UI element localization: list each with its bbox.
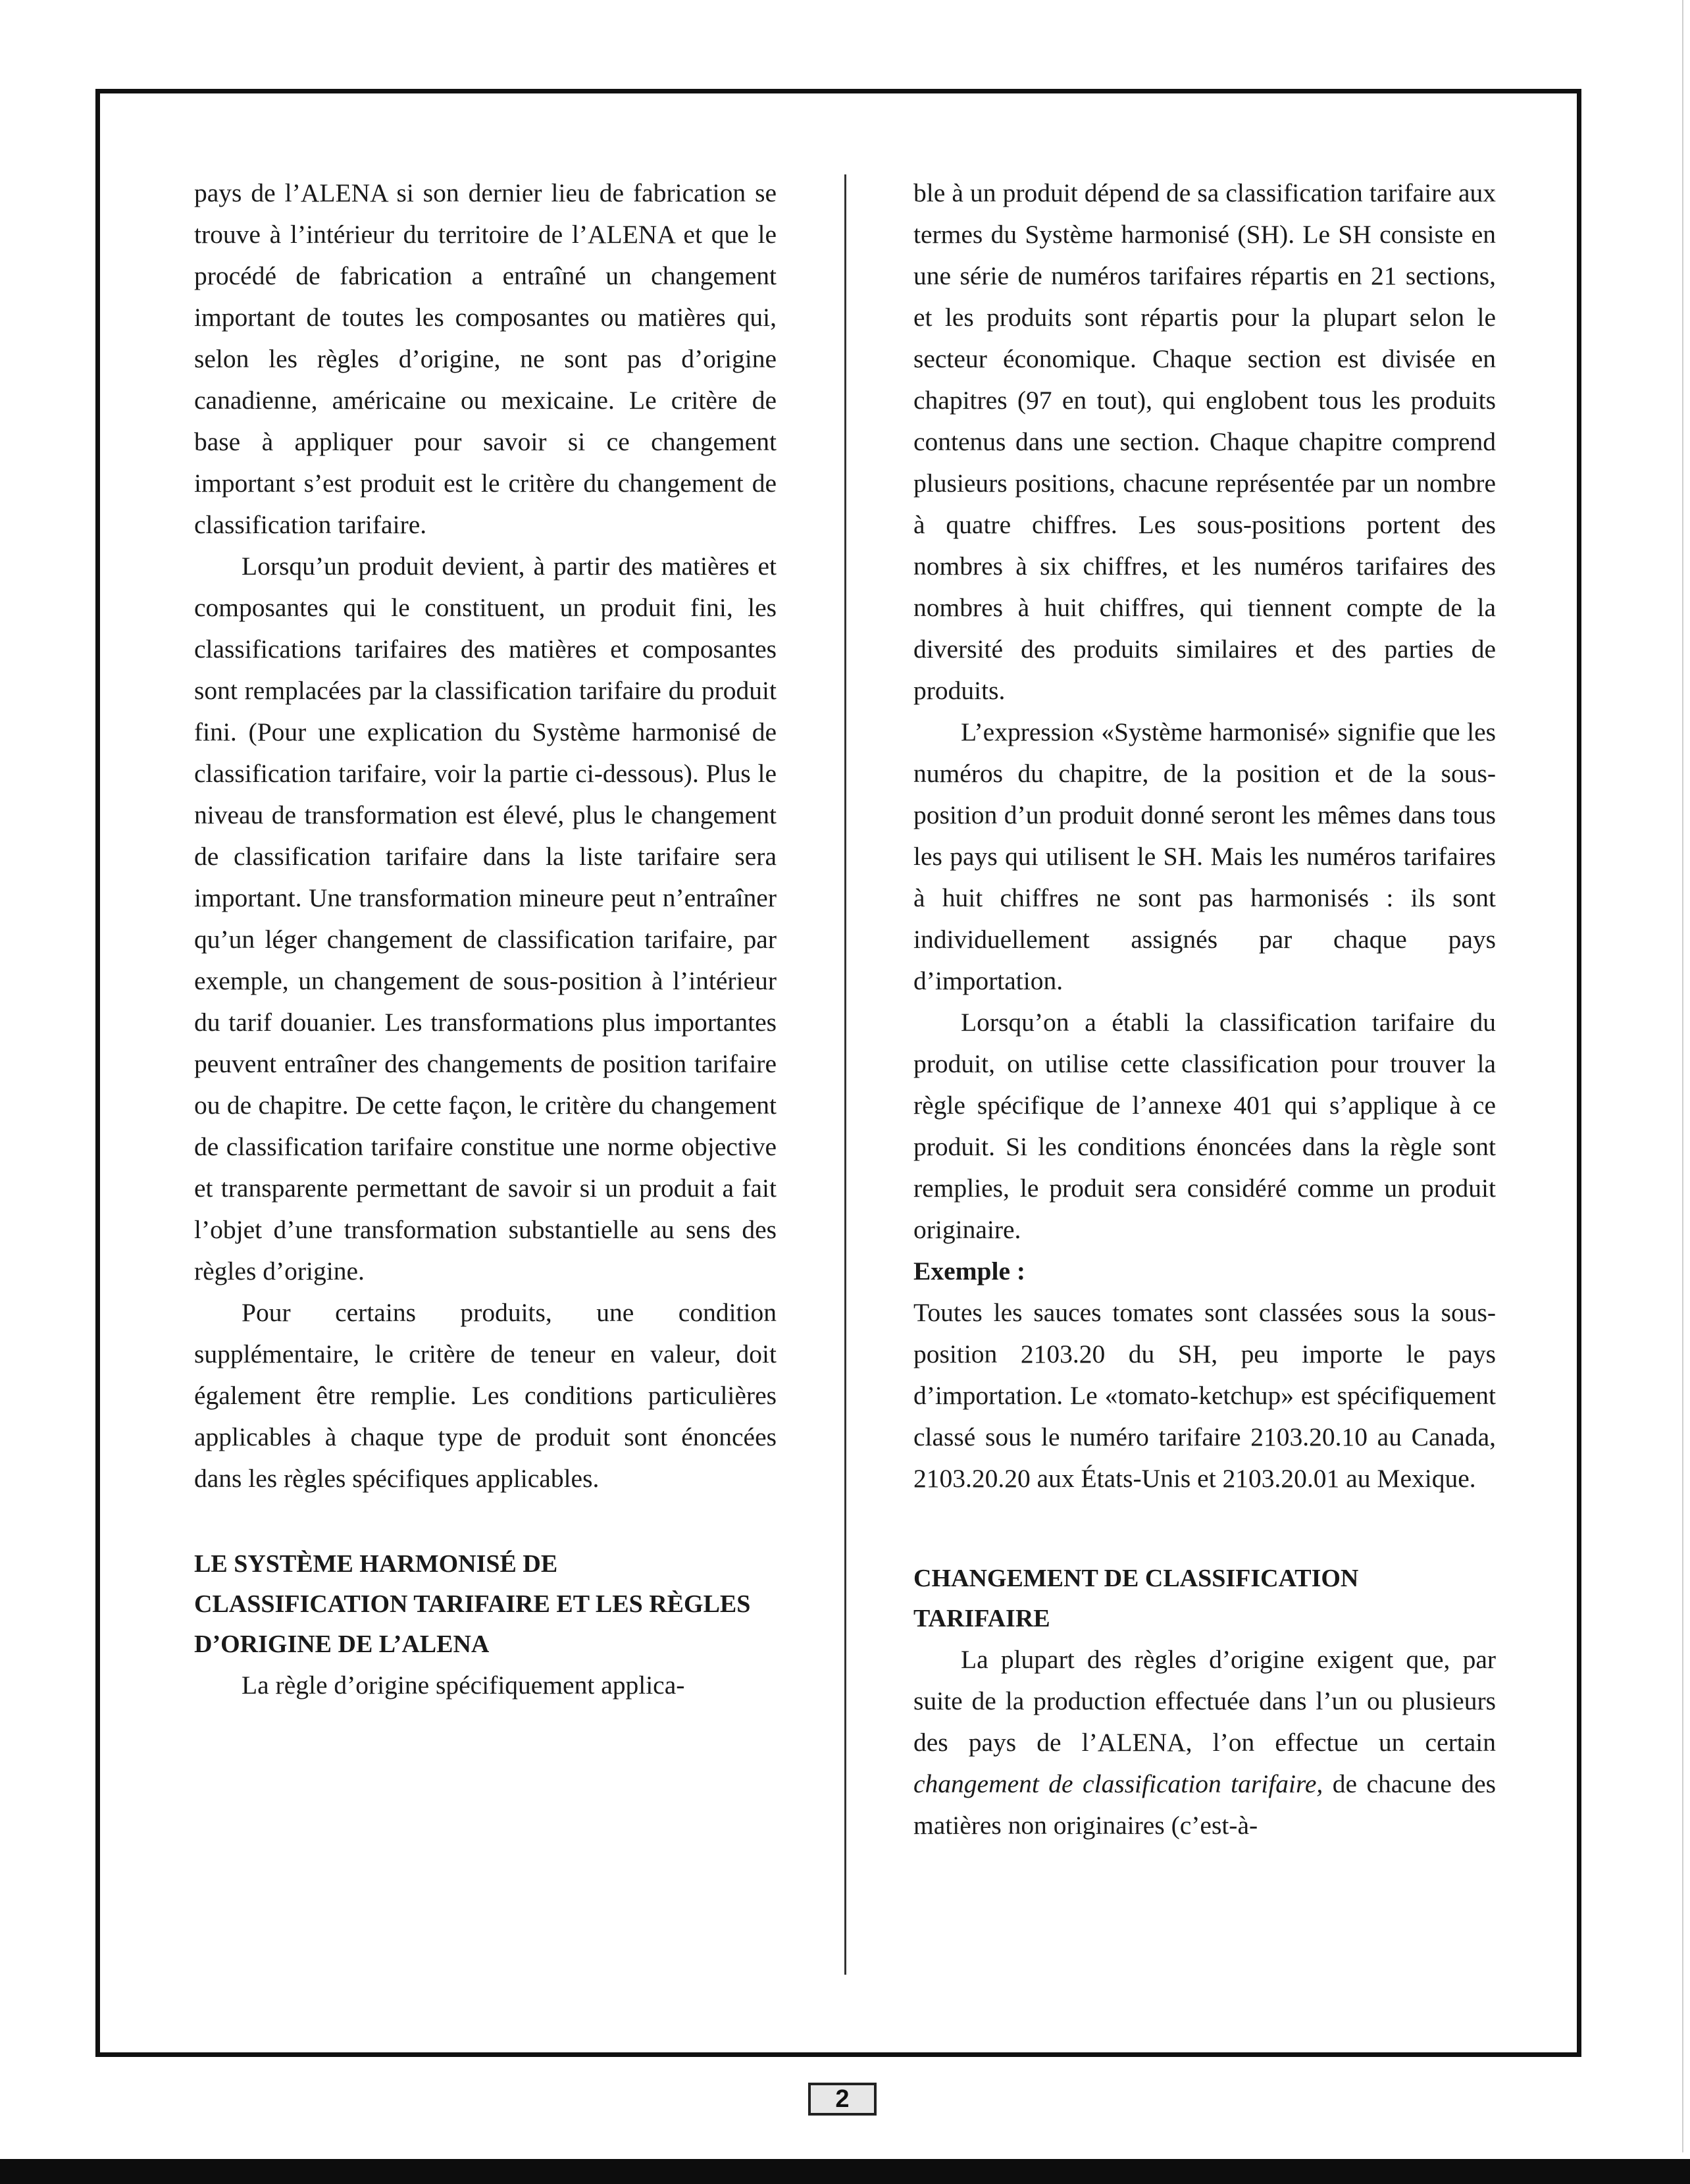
- left-column: [194, 172, 777, 1706]
- left-paragraph-2: Lorsqu’un produit devient, à partir des matières et composantes qui le constituent, un produit fini, les classifications tarifaires des matières et composantes sont remplacées par la classification tarifaire du produit fini. (Pour une explication du Système harmonisé de classification tarifaire, voir la partie ci-dessous). Plus le niveau de transformation est élevé, plus le changement de classification tarifaire dans la liste tarifaire sera important. Une transformation mineure peut n’entraîner qu’un léger changement de classification tarifaire, par exemple, un changement de sous-position à l’intérieur du tarif douanier. Les transformations plus importantes peuvent entraîner des changements de position tarifaire ou de chapitre. De cette façon, le critère du changement de classification tarifaire constitue une norme objective et transparente permettant de savoir si un produit a fait l’objet d’une transformation substantielle au sens des règles d’origine.: [194, 552, 777, 1286]
- right-closing-paragraph: [913, 1639, 1496, 1846]
- left-closing-paragraph: La règle d’origine spécifiquement applica-: [242, 1671, 685, 1700]
- right-paragraph-2: L’expression «Système harmonisé» signifie que les numéros du chapitre, de la position et de la sous-position d’un produit donné seront les mêmes dans tous les pays qui utilisent le SH. Mais les numéros tarifaires à huit chiffres ne sont pas harmonisés : ils sont individuellement assignés par chaque pays d’importation.: [913, 717, 1496, 995]
- closing-text-start: La plupart des règles d’origine exigent que, par suite de la production effectuée dans l’un ou plusieurs des pays de l’ALENA, l’on effectue un certain: [913, 1645, 1496, 1757]
- scan-edge-line: [1682, 0, 1683, 2152]
- section-heading-tariff-change: CHANGEMENT DE CLASSIFICATION TARIFAIRE: [913, 1565, 1359, 1632]
- right-paragraph-3: Lorsqu’on a établi la classification tarifaire du produit, on utilise cette classification pour trouver la règle spécifique de l’annexe 401 qui s’applique à ce produit. Si les conditions énoncées dans la règle sont remplies, le produit sera considéré comme un produit originaire.: [913, 1008, 1496, 1244]
- closing-italic-term: changement de classification tarifaire,: [913, 1769, 1323, 1798]
- example-label: Exemple :: [913, 1257, 1026, 1286]
- column-divider: [844, 174, 846, 1975]
- scan-border-bar: [0, 2159, 1690, 2184]
- left-paragraph-1: pays de l’ALENA si son dernier lieu de fabrication se trouve à l’intérieur du territoire de l’ALENA et que le procédé de fabrication a entraîné un changement important de toutes les composantes ou matières qui, selon les règles d’origine, ne sont pas d’origine canadienne, américaine ou mexicaine. Le critère de base à appliquer pour savoir si ce changement important s’est produit est le critère du changement de classification tarifaire.: [194, 178, 777, 539]
- right-paragraph-1: ble à un produit dépend de sa classification tarifaire aux termes du Système harmonisé (SH). Le SH consiste en une série de numéros tarifaires répartis en 21 sections, et les produits sont répartis pour la plupart selon le secteur économique. Chaque section est divisée en chapitres (97 en tout), qui englobent tous les produits contenus dans une section. Chaque chapitre comprend plusieurs positions, chacune représentée par un nombre à quatre chiffres. Les sous-positions portent des nombres à six chiffres, et les numéros tarifaires des nombres à huit chiffres, qui tiennent compte de la diversité des produits similaires et des parties de produits.: [913, 178, 1496, 705]
- section-heading-harmonized-system: LE SYSTÈME HARMONISÉ DE CLASSIFICATION TARIFAIRE ET LES RÈGLES D’ORIGINE DE L’ALENA: [194, 1550, 751, 1658]
- left-paragraph-3: Pour certains produits, une condition supplémentaire, le critère de teneur en valeur, doit également être remplie. Les conditions particulières applicables à chaque type de produit sont énoncées dans les règles spécifiques applicables.: [194, 1298, 777, 1493]
- right-column: [913, 172, 1496, 1846]
- page-number-box: 2: [808, 2083, 877, 2116]
- closing-text-end: de chacune des matières non originaires (c’est-à-: [913, 1769, 1496, 1840]
- example-text: Toutes les sauces tomates sont classées sous la sous-position 2103.20 du SH, peu importe le pays d’importation. Le «tomato-ketchup» est spécifiquement classé sous le numéro tarifaire 2103.20.10 au Canada, 2103.20.20 aux États-Unis et 2103.20.01 au Mexique.: [913, 1298, 1496, 1493]
